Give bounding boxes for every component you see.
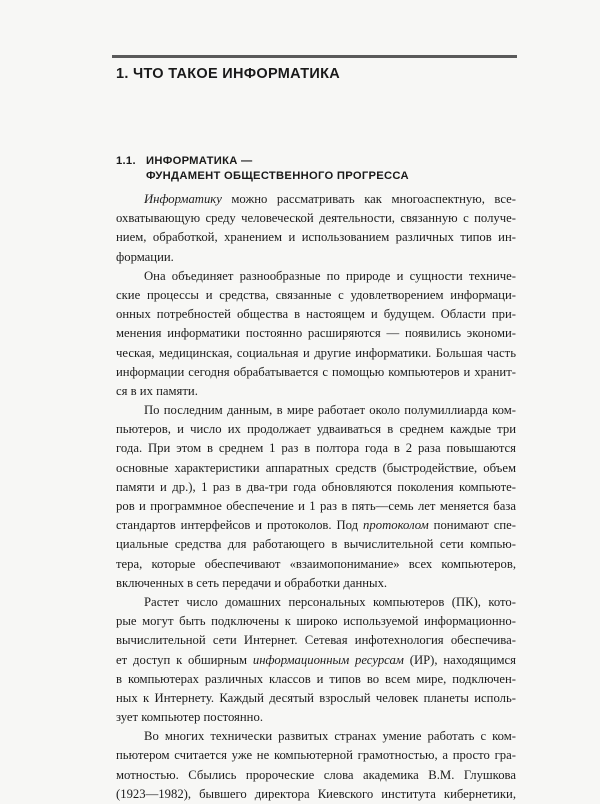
section-title-line-1: ИНФОРМАТИКА —	[146, 155, 253, 167]
text-segment: менения информатики постоянно расширяются — появились экономи-	[116, 326, 516, 341]
text-segment: ров и программное обеспечение и 1 раз в пять—семь лет меняется база	[116, 499, 516, 513]
text-segment: пьютером считается уже не компьютерной грамотностью, а просто гра-	[116, 748, 516, 763]
text-line	[116, 363, 516, 382]
text-segment: ных к Интернету. Каждый десятый взрослый человек планеты исполь-	[116, 690, 516, 705]
text-segment: основные характеристики аппаратных средств (быстродействие, объем	[116, 460, 516, 475]
text-segment: понимают спе-	[428, 518, 516, 533]
text-segment: Во многих технически развитых странах умение работать с ком-	[144, 729, 516, 744]
text-line	[116, 401, 516, 420]
text-line	[116, 497, 516, 516]
text-segment: онных потребностей общества в настоящем и будущем. Области при-	[116, 307, 516, 322]
text-segment: циальные средства для работающего в вычислительной сети компью-	[116, 537, 516, 552]
text-line	[116, 190, 516, 209]
text-segment: информации сегодня обрабатывается с помощью компьютеров и хранит-	[116, 364, 516, 379]
text-segment: ские процессы и средства, связанные с удовлетворением информаци-	[116, 287, 516, 302]
text-segment: рые могут быть подключены к широко используемой информационно-	[116, 614, 516, 629]
text-segment: По последним данным, в мире работает около полумиллиарда ком-	[144, 403, 516, 418]
text-line	[116, 612, 516, 631]
text-line	[116, 382, 516, 401]
text-line	[116, 439, 516, 458]
text-line	[116, 593, 516, 612]
text-segment: формации.	[116, 249, 174, 264]
paragraph	[116, 727, 516, 804]
text-segment: зует компьютер постоянно.	[116, 710, 263, 725]
paragraph	[116, 593, 516, 727]
text-segment: Растет число домашних персональных компьютеров (ПК), кото-	[144, 594, 516, 609]
text-line	[116, 209, 516, 228]
text-segment: мотностью. Сбылись пророческие слова академика В.М. Глушкова	[116, 767, 516, 782]
text-segment: охватывающую среду человеческой деятельности, связанную с получе-	[116, 211, 516, 226]
text-segment: памяти и др.), 1 раз в два-три года обновляются поколения компьюте-	[116, 479, 516, 494]
text-line	[116, 535, 516, 554]
text-line	[116, 670, 516, 689]
paragraph	[116, 190, 516, 267]
text-segment: тера, которые обеспечивают «взаимопонимание» всех компьютеров,	[116, 556, 516, 571]
text-line	[116, 785, 516, 804]
text-line	[116, 344, 516, 363]
text-segment: (ИР), находящимся	[403, 652, 516, 667]
text-line	[116, 516, 516, 535]
chapter-title: 1. ЧТО ТАКОЕ ИНФОРМАТИКА	[116, 66, 341, 82]
text-segment: в компьютерах различных классов и типов во всем мире, подключен-	[116, 671, 516, 686]
text-line	[116, 651, 516, 670]
text-segment: пьютеров, и число их продолжает удваиваться в среднем каждые три	[116, 422, 516, 437]
text-segment: года. При этом в среднем 1 раз в полтора года в 2 раза повышаются	[116, 441, 516, 456]
body-text	[116, 190, 516, 804]
italic-term: протоколом	[363, 518, 429, 533]
text-line	[116, 459, 516, 478]
text-segment: можно рассматривать как многоаспектную, все-	[221, 192, 516, 206]
text-segment: включенных в сеть передачи и обработки данных.	[116, 575, 388, 590]
text-segment: Она объединяет разнообразные по природе и сущности техниче-	[144, 268, 516, 283]
section-heading	[116, 154, 516, 184]
italic-term: Информатику	[144, 192, 222, 206]
italic-term: информационным ресурсам	[252, 652, 404, 667]
text-segment: ся в их памяти.	[116, 383, 198, 398]
text-line	[116, 766, 516, 785]
text-line	[116, 420, 516, 439]
text-line	[116, 228, 516, 247]
text-line	[116, 746, 516, 765]
text-line	[116, 305, 516, 324]
text-line	[116, 689, 516, 708]
section-number: 1.1.	[116, 155, 136, 167]
text-segment: нием, обработкой, хранением и использованием различных типов ин-	[116, 230, 516, 245]
paragraph	[116, 267, 516, 401]
text-segment: стандартов интерфейсов и протоколов. Под	[116, 518, 364, 533]
text-segment: (1923—1982), бывшего директора Киевского института кибернетики,	[116, 786, 516, 801]
text-line	[116, 478, 516, 497]
text-segment: ческая, медицинская, социальная и другие информатики. Большая часть	[116, 345, 516, 360]
chapter-rule	[112, 55, 517, 58]
text-segment: вычислительной сети Интернет. Сетевая инфотехнология обеспечива-	[116, 633, 516, 648]
text-line	[116, 631, 516, 650]
text-line	[116, 248, 516, 267]
paragraph	[116, 401, 516, 593]
text-line	[116, 324, 516, 343]
text-line	[116, 574, 516, 593]
section-title-line-2: ФУНДАМЕНТ ОБЩЕСТВЕННОГО ПРОГРЕССА	[146, 170, 409, 182]
text-line	[116, 267, 516, 286]
text-line	[116, 555, 516, 574]
text-line	[116, 708, 516, 727]
text-segment: ет доступ к обширным	[116, 652, 253, 667]
text-line	[116, 727, 516, 746]
text-line	[116, 286, 516, 305]
